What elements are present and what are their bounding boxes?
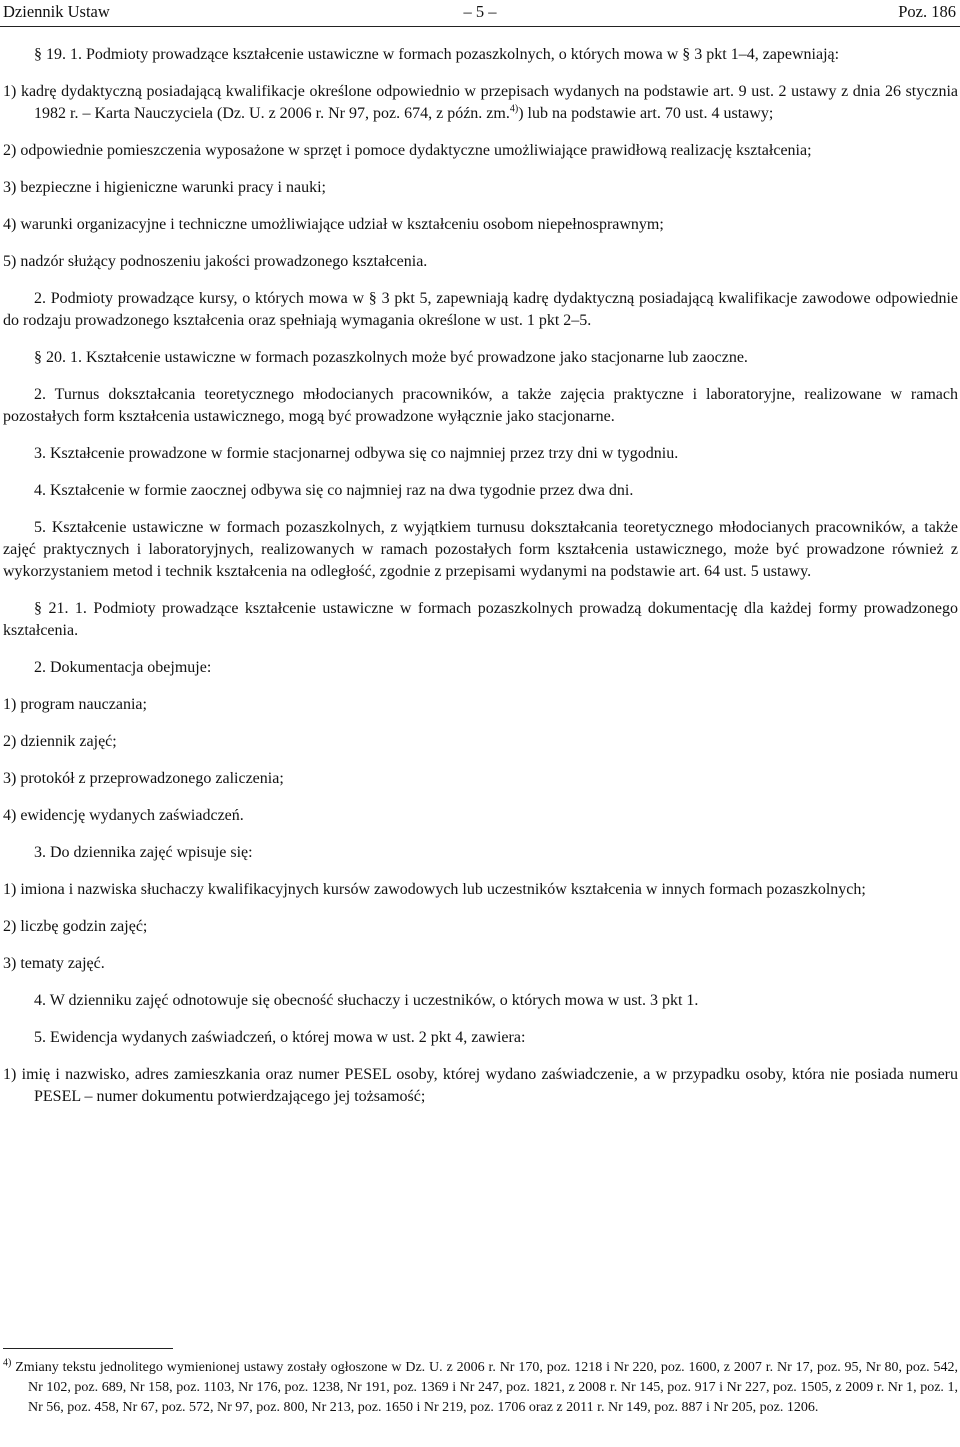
paragraph-21-3: 3. Do dziennika zajęć wpisuje się: — [34, 844, 253, 861]
list-item: 3) protokół z przeprowadzonego zaliczenia; — [3, 770, 284, 787]
list-item — [3, 81, 958, 125]
paragraph-21-4: 4. W dzienniku zajęć odnotowuje się obecność słuchaczy i uczestników, o których mowa w ust. 3 pkt 1. — [34, 992, 699, 1009]
footnote-mark: 4) — [3, 1357, 12, 1369]
list-item: 3) bezpieczne i higieniczne warunki pracy i nauki; — [3, 179, 326, 196]
list-item: 4) warunki organizacyjne i techniczne umożliwiające udział w kształceniu osobom niepełnosprawnym; — [3, 216, 664, 233]
paragraph-21-1: § 21. 1. Podmioty prowadzące kształcenie ustawiczne w formach pozaszkolnych prowadzą dokumentację dla każdej formy prowadzonego kształcenia. — [3, 600, 958, 639]
list-item: 1) imię i nazwisko, adres zamieszkania oraz numer PESEL osoby, której wydano zaświadczenie, a w przypadku osoby, która nie posiada numeru PESEL – numer dokumentu potwierdzającego jej tożsamość; — [3, 1066, 958, 1105]
list-item: 2) dziennik zajęć; — [3, 733, 117, 750]
header-divider — [0, 26, 960, 27]
list-item: 2) odpowiednie pomieszczenia wyposażone w sprzęt i pomoce dydaktyczne umożliwiające prawidłową realizację kształcenia; — [3, 142, 812, 159]
list-item: 2) liczbę godzin zajęć; — [3, 918, 148, 935]
footnote — [3, 1358, 958, 1418]
document-body — [3, 44, 958, 1123]
page-header — [0, 0, 960, 26]
footnote-reference[interactable]: 4) — [509, 103, 519, 115]
footnote-divider — [3, 1348, 173, 1349]
paragraph-19-1: § 19. 1. Podmioty prowadzące kształcenie ustawiczne w formach pozaszkolnych, o których mowa w § 3 pkt 1–4, zapewniają: — [34, 46, 840, 63]
footnote-text: Zmiany tekstu jednolitego wymienionej ustawy zostały ogłoszone w Dz. U. z 2006 r. Nr 170, poz. 1218 i Nr 220, poz. 1600, z 2007 r. Nr 17, poz. 95, Nr 80, poz. 542, Nr 102, poz. 689, Nr 158, poz. 1103, Nr 176, poz. 1238, Nr 191, poz. 1369 i Nr 247, poz. 1821, z 2008 r. Nr 145, poz. 917 i Nr 227, poz. 1505, z 2009 r. Nr 1, poz. 1, Nr 56, poz. 458, Nr 67, poz. 572, Nr 97, poz. 800, Nr 213, poz. 1650 i Nr 219, poz. 1706 oraz z 2011 r. Nr 149, poz. 887 i Nr 205, poz. 1206. — [11, 1360, 958, 1415]
paragraph-21-2: 2. Dokumentacja obejmuje: — [34, 659, 212, 676]
list-item: 1) program nauczania; — [3, 696, 147, 713]
list-item-text-tail: ) lub na podstawie art. 70 ust. 4 ustawy; — [518, 105, 774, 122]
paragraph-20-1: § 20. 1. Kształcenie ustawiczne w formach pozaszkolnych może być prowadzone jako stacjonarne lub zaoczne. — [34, 349, 748, 366]
paragraph-21-5: 5. Ewidencja wydanych zaświadczeń, o której mowa w ust. 2 pkt 4, zawiera: — [34, 1029, 526, 1046]
paragraph-19-2: 2. Podmioty prowadzące kursy, o których mowa w § 3 pkt 5, zapewniają kadrę dydaktyczną posiadającą kwalifikacje zawodowe odpowiednie do rodzaju prowadzonego kształcenia oraz spełniają wymagania określone w ust. 1 pkt 2–5. — [3, 290, 958, 329]
page-number: – 5 – — [463, 2, 497, 21]
list-item: 1) imiona i nazwiska słuchaczy kwalifikacyjnych kursów zawodowych lub uczestników kształcenia w innych formach pozaszkolnych; — [3, 881, 866, 898]
paragraph-20-2: 2. Turnus dokształcania teoretycznego młodocianych pracowników, a także zajęcia praktyczne i laboratoryjne, realizowane w ramach pozostałych form kształcenia ustawicznego, mogą być prowadzone wyłącznie jako stacjonarne. — [3, 386, 958, 425]
list-item: 5) nadzór służący podnoszeniu jakości prowadzonego kształcenia. — [3, 253, 428, 270]
paragraph-20-4: 4. Kształcenie w formie zaocznej odbywa się co najmniej raz na dwa tygodnie przez dwa dni. — [34, 482, 634, 499]
position-number: Poz. 186 — [898, 2, 956, 21]
journal-title: Dziennik Ustaw — [3, 2, 110, 21]
list-item-text: 1) kadrę dydaktyczną posiadającą kwalifikacje określone odpowiednio w przepisach wydanych na podstawie art. 9 ust. 2 ustawy z dnia 26 stycznia 1982 r. – Karta Nauczyciela (Dz. U. z 2006 r. Nr 97, poz. 674, z późn. zm. — [3, 83, 958, 122]
paragraph-20-5: 5. Kształcenie ustawiczne w formach pozaszkolnych, z wyjątkiem turnusu dokształcania teoretycznego młodocianych pracowników, a także zajęć praktycznych i laboratoryjnych, realizowanych w ramach pozostałych form kształcenia ustawicznego, może być prowadzone również z wykorzystaniem metod i technik kształcenia na odległość, zgodnie z przepisami wydanymi na podstawie art. 64 ust. 5 ustawy. — [3, 519, 958, 580]
list-item: 3) tematy zajęć. — [3, 955, 105, 972]
paragraph-20-3: 3. Kształcenie prowadzone w formie stacjonarnej odbywa się co najmniej przez trzy dni w tygodniu. — [34, 445, 679, 462]
list-item: 4) ewidencję wydanych zaświadczeń. — [3, 807, 244, 824]
